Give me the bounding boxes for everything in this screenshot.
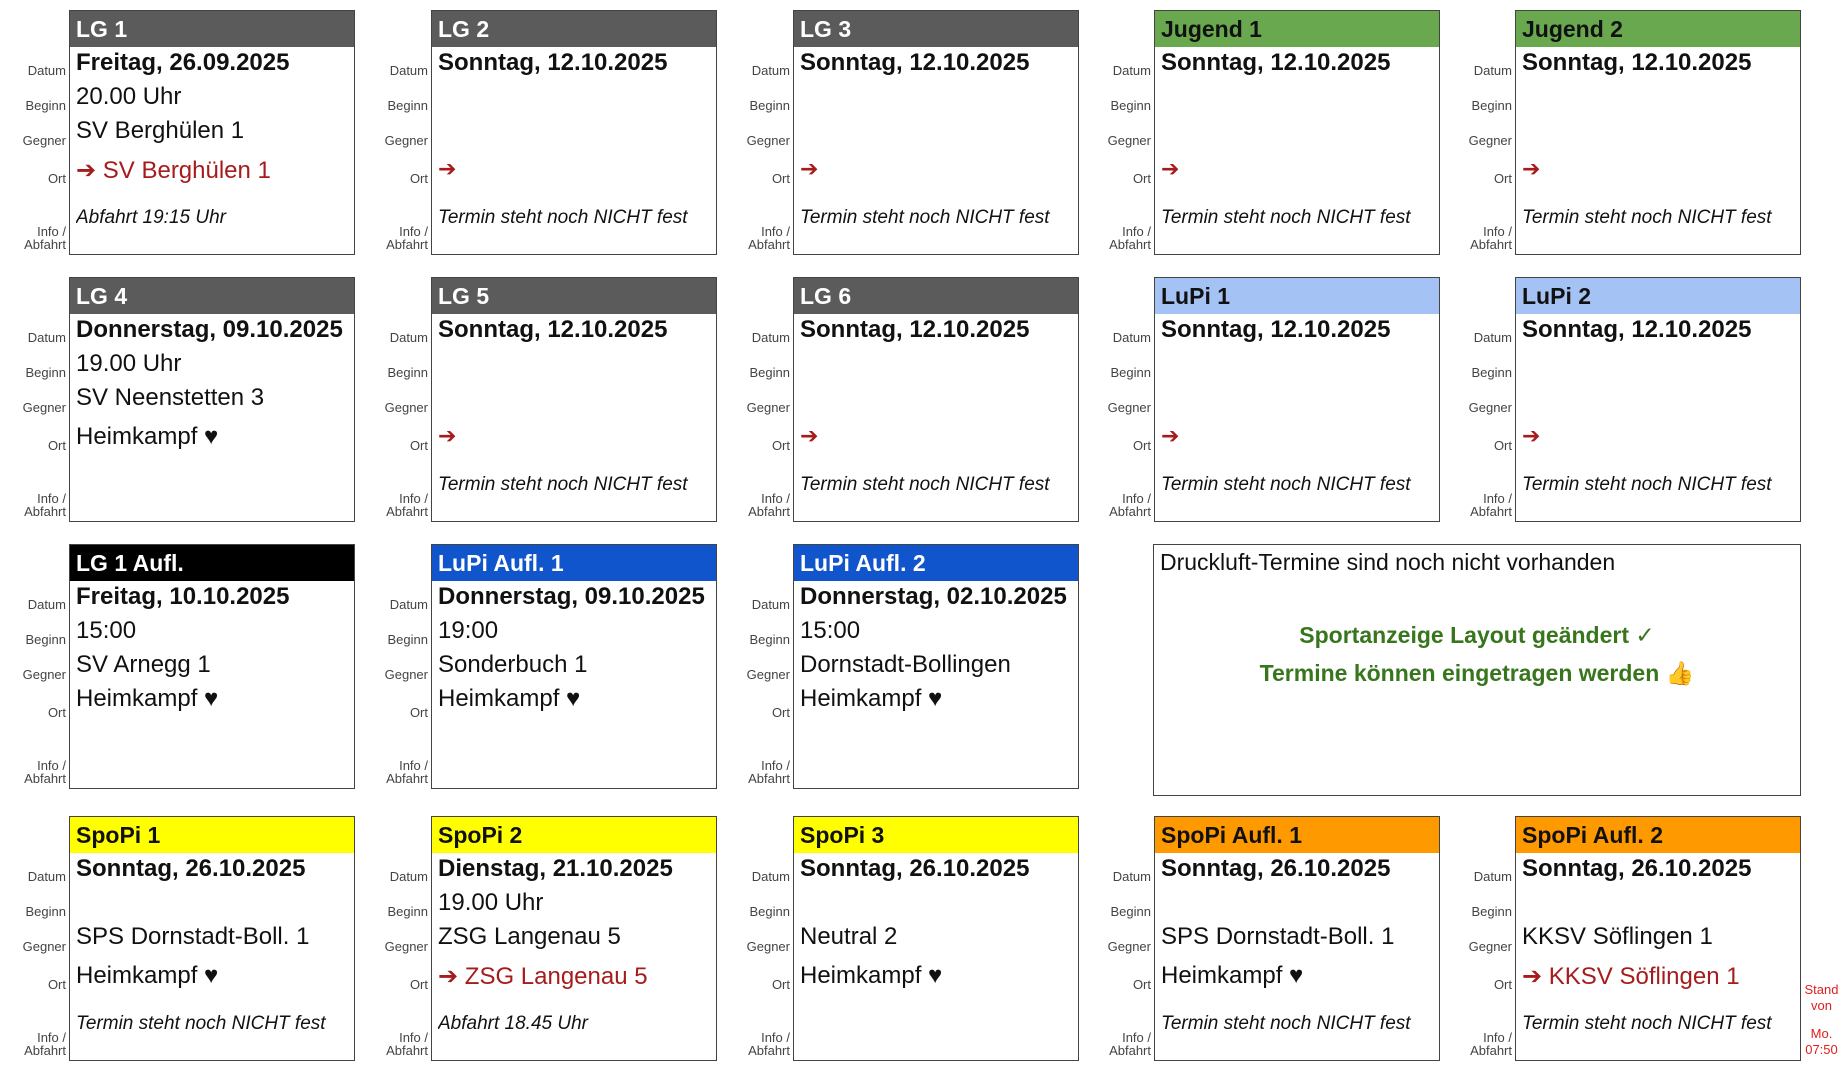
label-ort: Ort bbox=[771, 438, 790, 453]
card-title: LG 6 bbox=[794, 278, 1078, 314]
label-beginn: Beginn bbox=[387, 98, 428, 113]
label-datum: Datum bbox=[27, 63, 66, 78]
card-date: Sonntag, 26.10.2025 bbox=[76, 855, 306, 882]
label-datum: Datum bbox=[1112, 330, 1151, 345]
card-title: LuPi 2 bbox=[1516, 278, 1800, 314]
label-ort: Ort bbox=[771, 705, 790, 720]
label-ort: Ort bbox=[47, 705, 66, 720]
row-labels bbox=[728, 810, 792, 1065]
row-labels bbox=[366, 810, 430, 1065]
notice-dates-enterable: Termine können eingetragen werden 👍 bbox=[1259, 660, 1695, 686]
label-info: Info / Abfahrt bbox=[24, 1030, 66, 1058]
card-place: Heimkampf ♥ bbox=[1161, 962, 1304, 989]
card-date: Freitag, 26.09.2025 bbox=[76, 49, 290, 76]
label-datum: Datum bbox=[389, 330, 428, 345]
card-title: Jugend 2 bbox=[1516, 11, 1800, 47]
label-beginn: Beginn bbox=[387, 904, 428, 919]
notice-title: Druckluft-Termine sind noch nicht vorhanden bbox=[1160, 549, 1616, 575]
label-ort: Ort bbox=[47, 977, 66, 992]
label-datum: Datum bbox=[751, 869, 790, 884]
team-card-lg6 bbox=[793, 277, 1079, 522]
label-datum: Datum bbox=[27, 597, 66, 612]
label-ort: Ort bbox=[409, 438, 428, 453]
label-info: Info / Abfahrt bbox=[1470, 1030, 1512, 1058]
card-date: Sonntag, 12.10.2025 bbox=[800, 49, 1030, 76]
card-title: LG 3 bbox=[794, 11, 1078, 47]
row-labels bbox=[366, 4, 430, 259]
card-begin: 19:00 bbox=[438, 617, 499, 644]
card-date: Sonntag, 26.10.2025 bbox=[1522, 855, 1752, 882]
label-ort: Ort bbox=[771, 977, 790, 992]
label-beginn: Beginn bbox=[1471, 98, 1512, 113]
card-date: Donnerstag, 02.10.2025 bbox=[800, 583, 1067, 610]
label-datum: Datum bbox=[389, 869, 428, 884]
row-labels bbox=[1089, 810, 1153, 1065]
label-datum: Datum bbox=[1112, 63, 1151, 78]
label-beginn: Beginn bbox=[1471, 365, 1512, 380]
card-title: SpoPi 1 bbox=[70, 817, 354, 853]
label-beginn: Beginn bbox=[1110, 365, 1151, 380]
label-ort: Ort bbox=[1132, 171, 1151, 186]
card-place: Heimkampf ♥ bbox=[76, 685, 219, 712]
row-labels bbox=[366, 271, 430, 526]
card-begin: 15:00 bbox=[800, 617, 861, 644]
card-place: ➔ bbox=[438, 423, 457, 448]
team-card-lg5 bbox=[431, 277, 717, 522]
team-card-spopi1 bbox=[69, 816, 355, 1061]
card-title: LG 1 bbox=[70, 11, 354, 47]
row-labels bbox=[1450, 271, 1514, 526]
label-beginn: Beginn bbox=[1110, 904, 1151, 919]
label-gegner: Gegner bbox=[1107, 133, 1151, 148]
card-title: SpoPi 3 bbox=[794, 817, 1078, 853]
label-ort: Ort bbox=[47, 171, 66, 186]
label-datum: Datum bbox=[751, 330, 790, 345]
label-beginn: Beginn bbox=[25, 632, 66, 647]
label-gegner: Gegner bbox=[1107, 939, 1151, 954]
label-info: Info / Abfahrt bbox=[1109, 224, 1151, 252]
card-place: ➔ KKSV Söflingen 1 bbox=[1522, 963, 1740, 990]
card-place: ➔ SV Berghülen 1 bbox=[76, 157, 271, 184]
label-gegner: Gegner bbox=[746, 400, 790, 415]
label-gegner: Gegner bbox=[22, 939, 66, 954]
label-datum: Datum bbox=[1473, 63, 1512, 78]
card-date: Donnerstag, 09.10.2025 bbox=[438, 583, 705, 610]
row-labels bbox=[4, 810, 68, 1065]
team-card-lupi-aufl1 bbox=[431, 544, 717, 789]
label-beginn: Beginn bbox=[387, 632, 428, 647]
card-place: ➔ bbox=[800, 156, 819, 181]
team-card-lg1-aufl bbox=[69, 544, 355, 789]
team-card-spopi-aufl1 bbox=[1154, 816, 1440, 1061]
label-beginn: Beginn bbox=[749, 632, 790, 647]
card-opponent: Sonderbuch 1 bbox=[438, 651, 588, 678]
card-title: LG 4 bbox=[70, 278, 354, 314]
row-labels bbox=[4, 4, 68, 259]
row-labels bbox=[1089, 271, 1153, 526]
card-place: Heimkampf ♥ bbox=[800, 685, 943, 712]
card-date: Donnerstag, 09.10.2025 bbox=[76, 316, 343, 343]
row-labels bbox=[728, 4, 792, 259]
card-place: ➔ ZSG Langenau 5 bbox=[438, 963, 648, 990]
card-info: Termin steht noch NICHT fest bbox=[1522, 1013, 1772, 1034]
card-place: ➔ bbox=[1522, 423, 1541, 448]
card-info: Termin steht noch NICHT fest bbox=[1522, 474, 1772, 495]
team-card-lg1 bbox=[69, 10, 355, 255]
label-datum: Datum bbox=[27, 330, 66, 345]
label-gegner: Gegner bbox=[1468, 400, 1512, 415]
label-info: Info / Abfahrt bbox=[386, 1030, 428, 1058]
label-beginn: Beginn bbox=[25, 904, 66, 919]
card-date: Freitag, 10.10.2025 bbox=[76, 583, 290, 610]
label-datum: Datum bbox=[1473, 330, 1512, 345]
card-opponent: KKSV Söflingen 1 bbox=[1522, 923, 1713, 950]
card-title: SpoPi 2 bbox=[432, 817, 716, 853]
label-ort: Ort bbox=[1132, 977, 1151, 992]
team-card-lupi-aufl2 bbox=[793, 544, 1079, 789]
card-begin: 20.00 Uhr bbox=[76, 83, 182, 110]
label-info: Info / Abfahrt bbox=[748, 1030, 790, 1058]
card-place: ➔ bbox=[800, 423, 819, 448]
label-info: Info / Abfahrt bbox=[1470, 491, 1512, 519]
notice-layout-changed: Sportanzeige Layout geändert ✓ bbox=[1299, 622, 1655, 648]
label-info: Info / Abfahrt bbox=[748, 758, 790, 786]
row-labels bbox=[366, 538, 430, 793]
label-beginn: Beginn bbox=[25, 98, 66, 113]
row-labels bbox=[1450, 4, 1514, 259]
team-card-lg2 bbox=[431, 10, 717, 255]
card-title: LuPi 1 bbox=[1155, 278, 1439, 314]
card-opponent: Neutral 2 bbox=[800, 923, 898, 950]
card-place: ➔ bbox=[1522, 156, 1541, 181]
card-place: ➔ bbox=[438, 156, 457, 181]
label-gegner: Gegner bbox=[384, 667, 428, 682]
card-opponent: SV Arnegg 1 bbox=[76, 651, 211, 678]
card-date: Sonntag, 12.10.2025 bbox=[1522, 316, 1752, 343]
label-info: Info / Abfahrt bbox=[1109, 491, 1151, 519]
label-ort: Ort bbox=[1493, 438, 1512, 453]
label-ort: Ort bbox=[1132, 438, 1151, 453]
card-info: Termin steht noch NICHT fest bbox=[438, 207, 688, 228]
label-beginn: Beginn bbox=[387, 365, 428, 380]
card-info: Termin steht noch NICHT fest bbox=[76, 1013, 326, 1034]
stand-day: Mo. bbox=[1810, 1026, 1833, 1041]
card-opponent: SV Neenstetten 3 bbox=[76, 384, 265, 411]
label-datum: Datum bbox=[389, 63, 428, 78]
card-info: Termin steht noch NICHT fest bbox=[1161, 207, 1411, 228]
label-gegner: Gegner bbox=[384, 939, 428, 954]
label-info: Info / Abfahrt bbox=[24, 758, 66, 786]
label-gegner: Gegner bbox=[1107, 400, 1151, 415]
card-date: Dienstag, 21.10.2025 bbox=[438, 855, 673, 882]
label-ort: Ort bbox=[771, 171, 790, 186]
label-info: Info / Abfahrt bbox=[24, 491, 66, 519]
card-opponent: SV Berghülen 1 bbox=[76, 117, 245, 144]
label-beginn: Beginn bbox=[749, 98, 790, 113]
team-card-lupi2 bbox=[1515, 277, 1801, 522]
label-datum: Datum bbox=[389, 597, 428, 612]
card-begin: 19.00 Uhr bbox=[438, 889, 544, 916]
label-beginn: Beginn bbox=[25, 365, 66, 380]
card-opponent: ZSG Langenau 5 bbox=[438, 923, 621, 950]
card-info: Termin steht noch NICHT fest bbox=[800, 207, 1050, 228]
card-place: Heimkampf ♥ bbox=[76, 423, 219, 450]
label-ort: Ort bbox=[47, 438, 66, 453]
card-opponent: Dornstadt-Bollingen bbox=[800, 651, 1011, 678]
label-ort: Ort bbox=[409, 171, 428, 186]
label-datum: Datum bbox=[27, 869, 66, 884]
card-info: Termin steht noch NICHT fest bbox=[1161, 474, 1411, 495]
label-datum: Datum bbox=[1473, 869, 1512, 884]
label-ort: Ort bbox=[1493, 977, 1512, 992]
label-beginn: Beginn bbox=[1110, 98, 1151, 113]
card-date: Sonntag, 12.10.2025 bbox=[800, 316, 1030, 343]
card-begin: 15:00 bbox=[76, 617, 137, 644]
label-beginn: Beginn bbox=[1471, 904, 1512, 919]
notice-box bbox=[1153, 544, 1801, 796]
stand-time: 07:50 bbox=[1805, 1042, 1838, 1057]
card-info: Termin steht noch NICHT fest bbox=[800, 474, 1050, 495]
card-place: Heimkampf ♥ bbox=[76, 962, 219, 989]
label-ort: Ort bbox=[1493, 171, 1512, 186]
card-place: ➔ bbox=[1161, 423, 1180, 448]
label-datum: Datum bbox=[751, 63, 790, 78]
card-title: Jugend 1 bbox=[1155, 11, 1439, 47]
team-card-spopi3 bbox=[793, 816, 1079, 1061]
label-info: Info / Abfahrt bbox=[386, 224, 428, 252]
label-ort: Ort bbox=[409, 977, 428, 992]
card-place: Heimkampf ♥ bbox=[438, 685, 581, 712]
card-title: SpoPi Aufl. 2 bbox=[1516, 817, 1800, 853]
card-info: Abfahrt 19:15 Uhr bbox=[76, 207, 226, 228]
card-begin: 19.00 Uhr bbox=[76, 350, 182, 377]
card-title: LG 1 Aufl. bbox=[70, 545, 354, 581]
stand-von: von bbox=[1811, 998, 1832, 1013]
card-date: Sonntag, 12.10.2025 bbox=[438, 49, 668, 76]
label-gegner: Gegner bbox=[746, 939, 790, 954]
label-gegner: Gegner bbox=[22, 667, 66, 682]
card-place: ➔ bbox=[1161, 156, 1180, 181]
label-gegner: Gegner bbox=[384, 133, 428, 148]
row-labels bbox=[728, 271, 792, 526]
last-updated-stamp bbox=[1800, 982, 1843, 1058]
card-date: Sonntag, 12.10.2025 bbox=[1522, 49, 1752, 76]
label-gegner: Gegner bbox=[746, 667, 790, 682]
team-card-lg4 bbox=[69, 277, 355, 522]
card-title: LG 5 bbox=[432, 278, 716, 314]
team-card-spopi2 bbox=[431, 816, 717, 1061]
card-title: LG 2 bbox=[432, 11, 716, 47]
card-date: Sonntag, 12.10.2025 bbox=[438, 316, 668, 343]
label-gegner: Gegner bbox=[22, 400, 66, 415]
label-ort: Ort bbox=[409, 705, 428, 720]
label-info: Info / Abfahrt bbox=[1109, 1030, 1151, 1058]
card-title: SpoPi Aufl. 1 bbox=[1155, 817, 1439, 853]
team-card-spopi-aufl2 bbox=[1515, 816, 1801, 1061]
label-gegner: Gegner bbox=[1468, 939, 1512, 954]
label-gegner: Gegner bbox=[384, 400, 428, 415]
card-date: Sonntag, 12.10.2025 bbox=[1161, 316, 1391, 343]
label-info: Info / Abfahrt bbox=[386, 491, 428, 519]
label-gegner: Gegner bbox=[22, 133, 66, 148]
card-date: Sonntag, 26.10.2025 bbox=[800, 855, 1030, 882]
card-info: Termin steht noch NICHT fest bbox=[1522, 207, 1772, 228]
card-title: LuPi Aufl. 1 bbox=[432, 545, 716, 581]
label-info: Info / Abfahrt bbox=[748, 224, 790, 252]
label-datum: Datum bbox=[751, 597, 790, 612]
label-beginn: Beginn bbox=[749, 904, 790, 919]
card-info: Termin steht noch NICHT fest bbox=[1161, 1013, 1411, 1034]
card-info: Abfahrt 18.45 Uhr bbox=[438, 1013, 588, 1034]
label-beginn: Beginn bbox=[749, 365, 790, 380]
label-gegner: Gegner bbox=[746, 133, 790, 148]
card-date: Sonntag, 12.10.2025 bbox=[1161, 49, 1391, 76]
label-info: Info / Abfahrt bbox=[748, 491, 790, 519]
team-card-lupi1 bbox=[1154, 277, 1440, 522]
card-title: LuPi Aufl. 2 bbox=[794, 545, 1078, 581]
card-date: Sonntag, 26.10.2025 bbox=[1161, 855, 1391, 882]
row-labels bbox=[1089, 4, 1153, 259]
card-opponent: SPS Dornstadt-Boll. 1 bbox=[1161, 923, 1395, 950]
row-labels bbox=[4, 538, 68, 793]
label-info: Info / Abfahrt bbox=[1470, 224, 1512, 252]
row-labels bbox=[4, 271, 68, 526]
team-card-lg3 bbox=[793, 10, 1079, 255]
row-labels bbox=[728, 538, 792, 793]
card-info: Termin steht noch NICHT fest bbox=[438, 474, 688, 495]
card-place: Heimkampf ♥ bbox=[800, 962, 943, 989]
label-info: Info / Abfahrt bbox=[386, 758, 428, 786]
label-gegner: Gegner bbox=[1468, 133, 1512, 148]
label-info: Info / Abfahrt bbox=[24, 224, 66, 252]
team-card-jugend2 bbox=[1515, 10, 1801, 255]
stand-label: Stand bbox=[1804, 982, 1839, 997]
card-opponent: SPS Dornstadt-Boll. 1 bbox=[76, 923, 310, 950]
row-labels bbox=[1450, 810, 1514, 1065]
label-datum: Datum bbox=[1112, 869, 1151, 884]
team-card-jugend1 bbox=[1154, 10, 1440, 255]
